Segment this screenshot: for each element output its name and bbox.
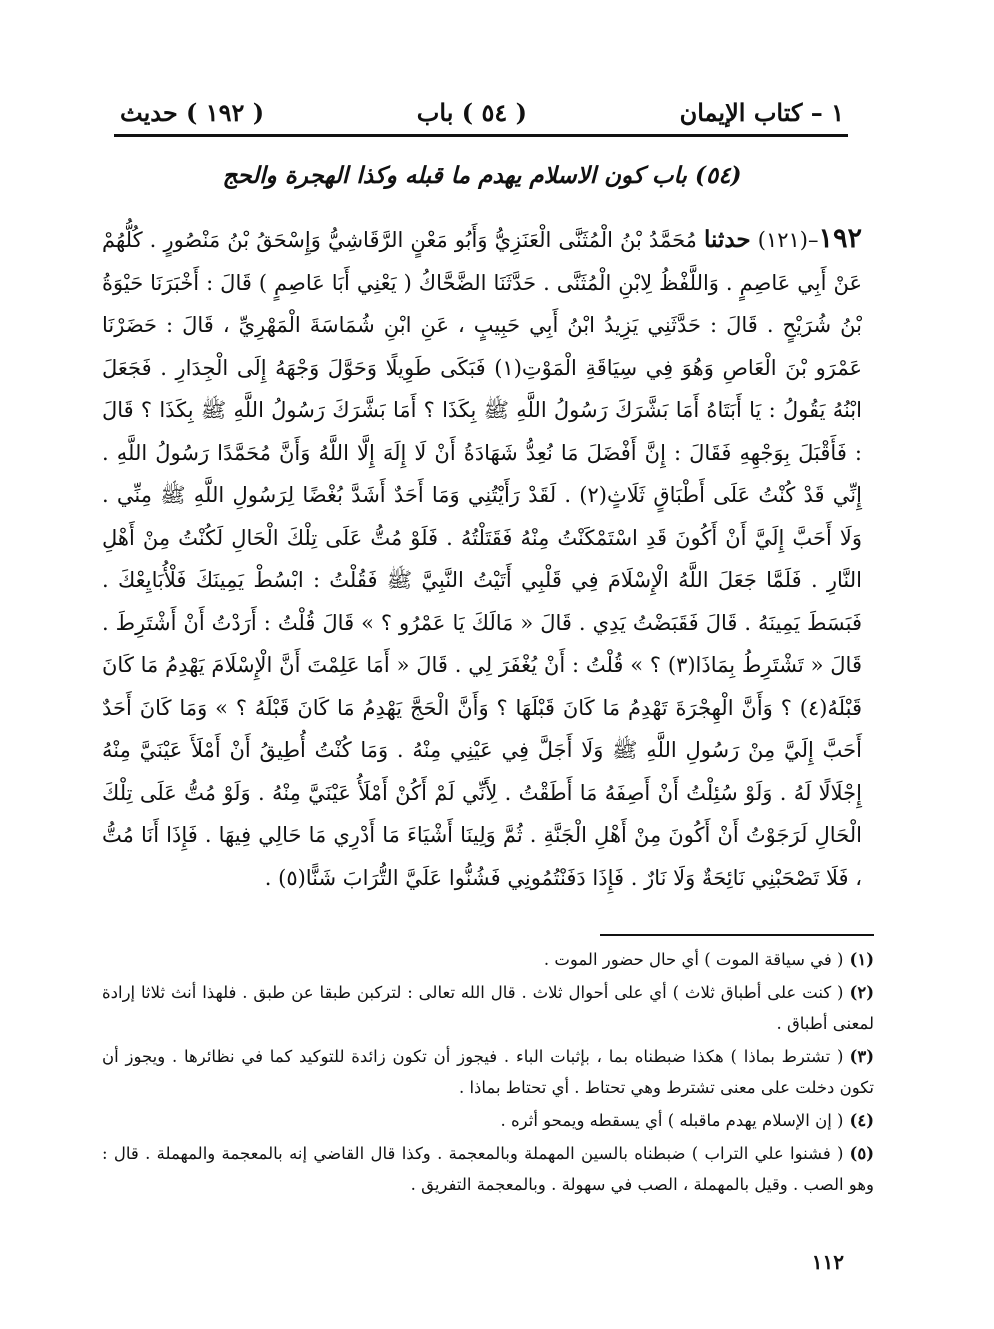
footnote-number: (٣)	[849, 1047, 874, 1066]
footnote	[102, 944, 874, 975]
chapter-title: (٥٤) باب كون الاسلام يهدم ما قبله وكذا الهجرة والحج	[222, 162, 742, 189]
header-rule	[114, 134, 848, 137]
footnote-text: ( في سياقة الموت ) أي حال حضور الموت .	[543, 950, 844, 969]
hadith-paragraph	[102, 218, 862, 899]
hadith-number: ١٩٢	[818, 223, 862, 254]
footnote	[102, 977, 874, 1039]
footnote-number: (٤)	[849, 1111, 874, 1130]
page-number: ١١٢	[811, 1250, 844, 1274]
footnote-text: ( إن الإسلام يهدم ماقبله ) أي يسقطه ويمحو أثره .	[500, 1111, 844, 1130]
header-hadith-ref: ( ١٩٢ ) حديث	[120, 97, 265, 127]
footnote-rule	[600, 934, 874, 936]
hadith-lead-word: حدثنا	[704, 226, 751, 253]
header-book-title: ١ – كتاب الإيمان	[679, 97, 844, 127]
footnote-text: ( تشترط بماذا ) هكذا ضبطناه بما ، بإثبات الباء . فيجوز أن تكون زائدة للتوكيد كما في نظائرها . ويجوز أن تكون دخلت على معنى تشترط وهي تحتاط . أي تحتاط بماذا .	[102, 1047, 874, 1097]
running-header	[120, 92, 844, 132]
footnote	[102, 1041, 874, 1103]
hadith-text	[102, 218, 862, 899]
footnotes	[102, 944, 874, 1202]
hadith-body: مُحَمَّدُ بْنُ الْمُثَنَّى الْعَنَزِيُّ وَأَبُو مَعْنٍ الرَّقَاشِيُّ وَإِسْحَقُ بْنُ مَنْصُورٍ . كُلُّهُمْ عَنْ أَبِي عَاصِمٍ . وَاللَّفْظُ لِابْنِ الْمُثَنَّى . حَدَّثَنَا الضَّحَّاكُ ( يَعْنِي أَبَا عَاصِمٍ ) قَالَ : أَخْبَرَنَا حَيْوَةُ بْنُ شُرَيْحٍ . قَالَ : حَدَّثَنِي يَزِيدُ ابْنُ أَبِي حَبِيبٍ ، عَنِ ابْنِ شُمَاسَةَ الْمَهْرِيِّ ، قَالَ : حَضَرْنَا عَمْرَو بْنَ الْعَاصِ وَهُوَ فِي سِيَاقَةِ الْمَوْتِ(١) فَبَكَى طَوِيلًا وَحَوَّلَ وَجْهَهُ إِلَى الْجِدَارِ . فَجَعَلَ ابْنُهُ يَقُولُ : يَا أَبَتَاهُ أَمَا بَشَّرَكَ رَسُولُ اللَّهِ ﷺ بِكَذَا ؟ أَمَا بَشَّرَكَ رَسُولُ اللَّهِ ﷺ بِكَذَا ؟ قَالَ : فَأَقْبَلَ بِوَجْهِهِ فَقَالَ : إِنَّ أَفْضَلَ مَا نُعِدُّ شَهَادَةُ أَنْ لَا إِلَهَ إِلَّا اللَّهُ وَأَنَّ مُحَمَّدًا رَسُولُ اللَّهِ . إِنِّي قَدْ كُنْتُ عَلَى أَطْبَاقٍ ثَلَاثٍ(٢) . لَقَدْ رَأَيْتُنِي وَمَا أَحَدٌ أَشَدَّ بُغْضًا لِرَسُولِ اللَّهِ ﷺ مِنِّي . وَلَا أَحَبَّ إِلَيَّ أَنْ أَكُونَ قَدِ اسْتَمْكَنْتُ مِنْهُ فَقَتَلْتُهُ . فَلَوْ مُتُّ عَلَى تِلْكَ الْحَالِ لَكُنْتُ مِنْ أَهْلِ النَّارِ . فَلَمَّا جَعَلَ اللَّهُ الْإِسْلَامَ فِي قَلْبِي أَتَيْتُ النَّبِيَّ ﷺ فَقُلْتُ : ابْسُطْ يَمِينَكَ فَلْأُبَايِعْكَ . فَبَسَطَ يَمِينَهُ . قَالَ فَقَبَضْتُ يَدِي . قَالَ « مَالَكَ يَا عَمْرُو ؟ » قَالَ قُلْتُ : أَرَدْتُ أَنْ أَشْتَرِطَ . قَالَ « تَشْتَرِطُ بِمَاذَا(٣) ؟ » قُلْتُ : أَنْ يُغْفَرَ لِي . قَالَ « أَمَا عَلِمْتَ أَنَّ الْإِسْلَامَ يَهْدِمُ مَا كَانَ قَبْلَهُ(٤) ؟ وَأَنَّ الْهِجْرَةَ تَهْدِمُ مَا كَانَ قَبْلَهَا ؟ وَأَنَّ الْحَجَّ يَهْدِمُ مَا كَانَ قَبْلَهُ ؟ » وَمَا كَانَ أَحَدٌ أَحَبَّ إِلَيَّ مِنْ رَسُولِ اللَّهِ ﷺ وَلَا أَجَلَّ فِي عَيْنِي مِنْهُ . وَمَا كُنْتُ أُطِيقُ أَنْ أَمْلَأَ عَيْنَيَّ مِنْهُ إِجْلَالًا لَهُ . وَلَوْ سُئِلْتُ أَنْ أَصِفَهُ مَا أَطَقْتُ . لِأَنِّي لَمْ أَكُنْ أَمْلَأُ عَيْنَيَّ مِنْهُ . وَلَوْ مُتُّ عَلَى تِلْكَ الْحَالِ لَرَجَوْتُ أَنْ أَكُونَ مِنْ أَهْلِ الْجَنَّةِ . ثُمَّ وَلِينَا أَشْيَاءَ مَا أَدْرِي مَا حَالِي فِيهَا . فَإِذَا أَنَا مُتُّ ، فَلَا تَصْحَبْنِي نَائِحَةٌ وَلَا نَارٌ . فَإِذَا دَفَنْتُمُونِي فَشُنُّوا عَلَيَّ التُّرَابَ شَنًّا(٥) .	[102, 228, 863, 890]
footnote-text: ( فشنوا علي التراب ) ضبطناه بالسين المهملة وبالمعجمة . وكذا قال القاضي إنه بالمعجمة والمهملة . قال : وهو الصب . وقيل بالمهملة ، الصب في سهولة . وبالمعجمة التفريق .	[102, 1144, 874, 1194]
footnote-text: ( كنت على أطباق ثلاث ) أي على أحوال ثلاث . قال الله تعالى : لتركبن طبقا عن طبق . فلهذا أنث ثلاثا إرادة لمعنى أطباق .	[102, 983, 874, 1033]
footnote-number: (٥)	[849, 1144, 874, 1163]
header-chapter-ref: ( ٥٤ ) باب	[416, 97, 527, 127]
footnote	[102, 1138, 874, 1200]
footnote-number: (٢)	[849, 983, 874, 1002]
footnote	[102, 1105, 874, 1136]
footnote-number: (١)	[849, 950, 874, 969]
hadith-sub-number: –(١٢١)	[757, 228, 819, 252]
